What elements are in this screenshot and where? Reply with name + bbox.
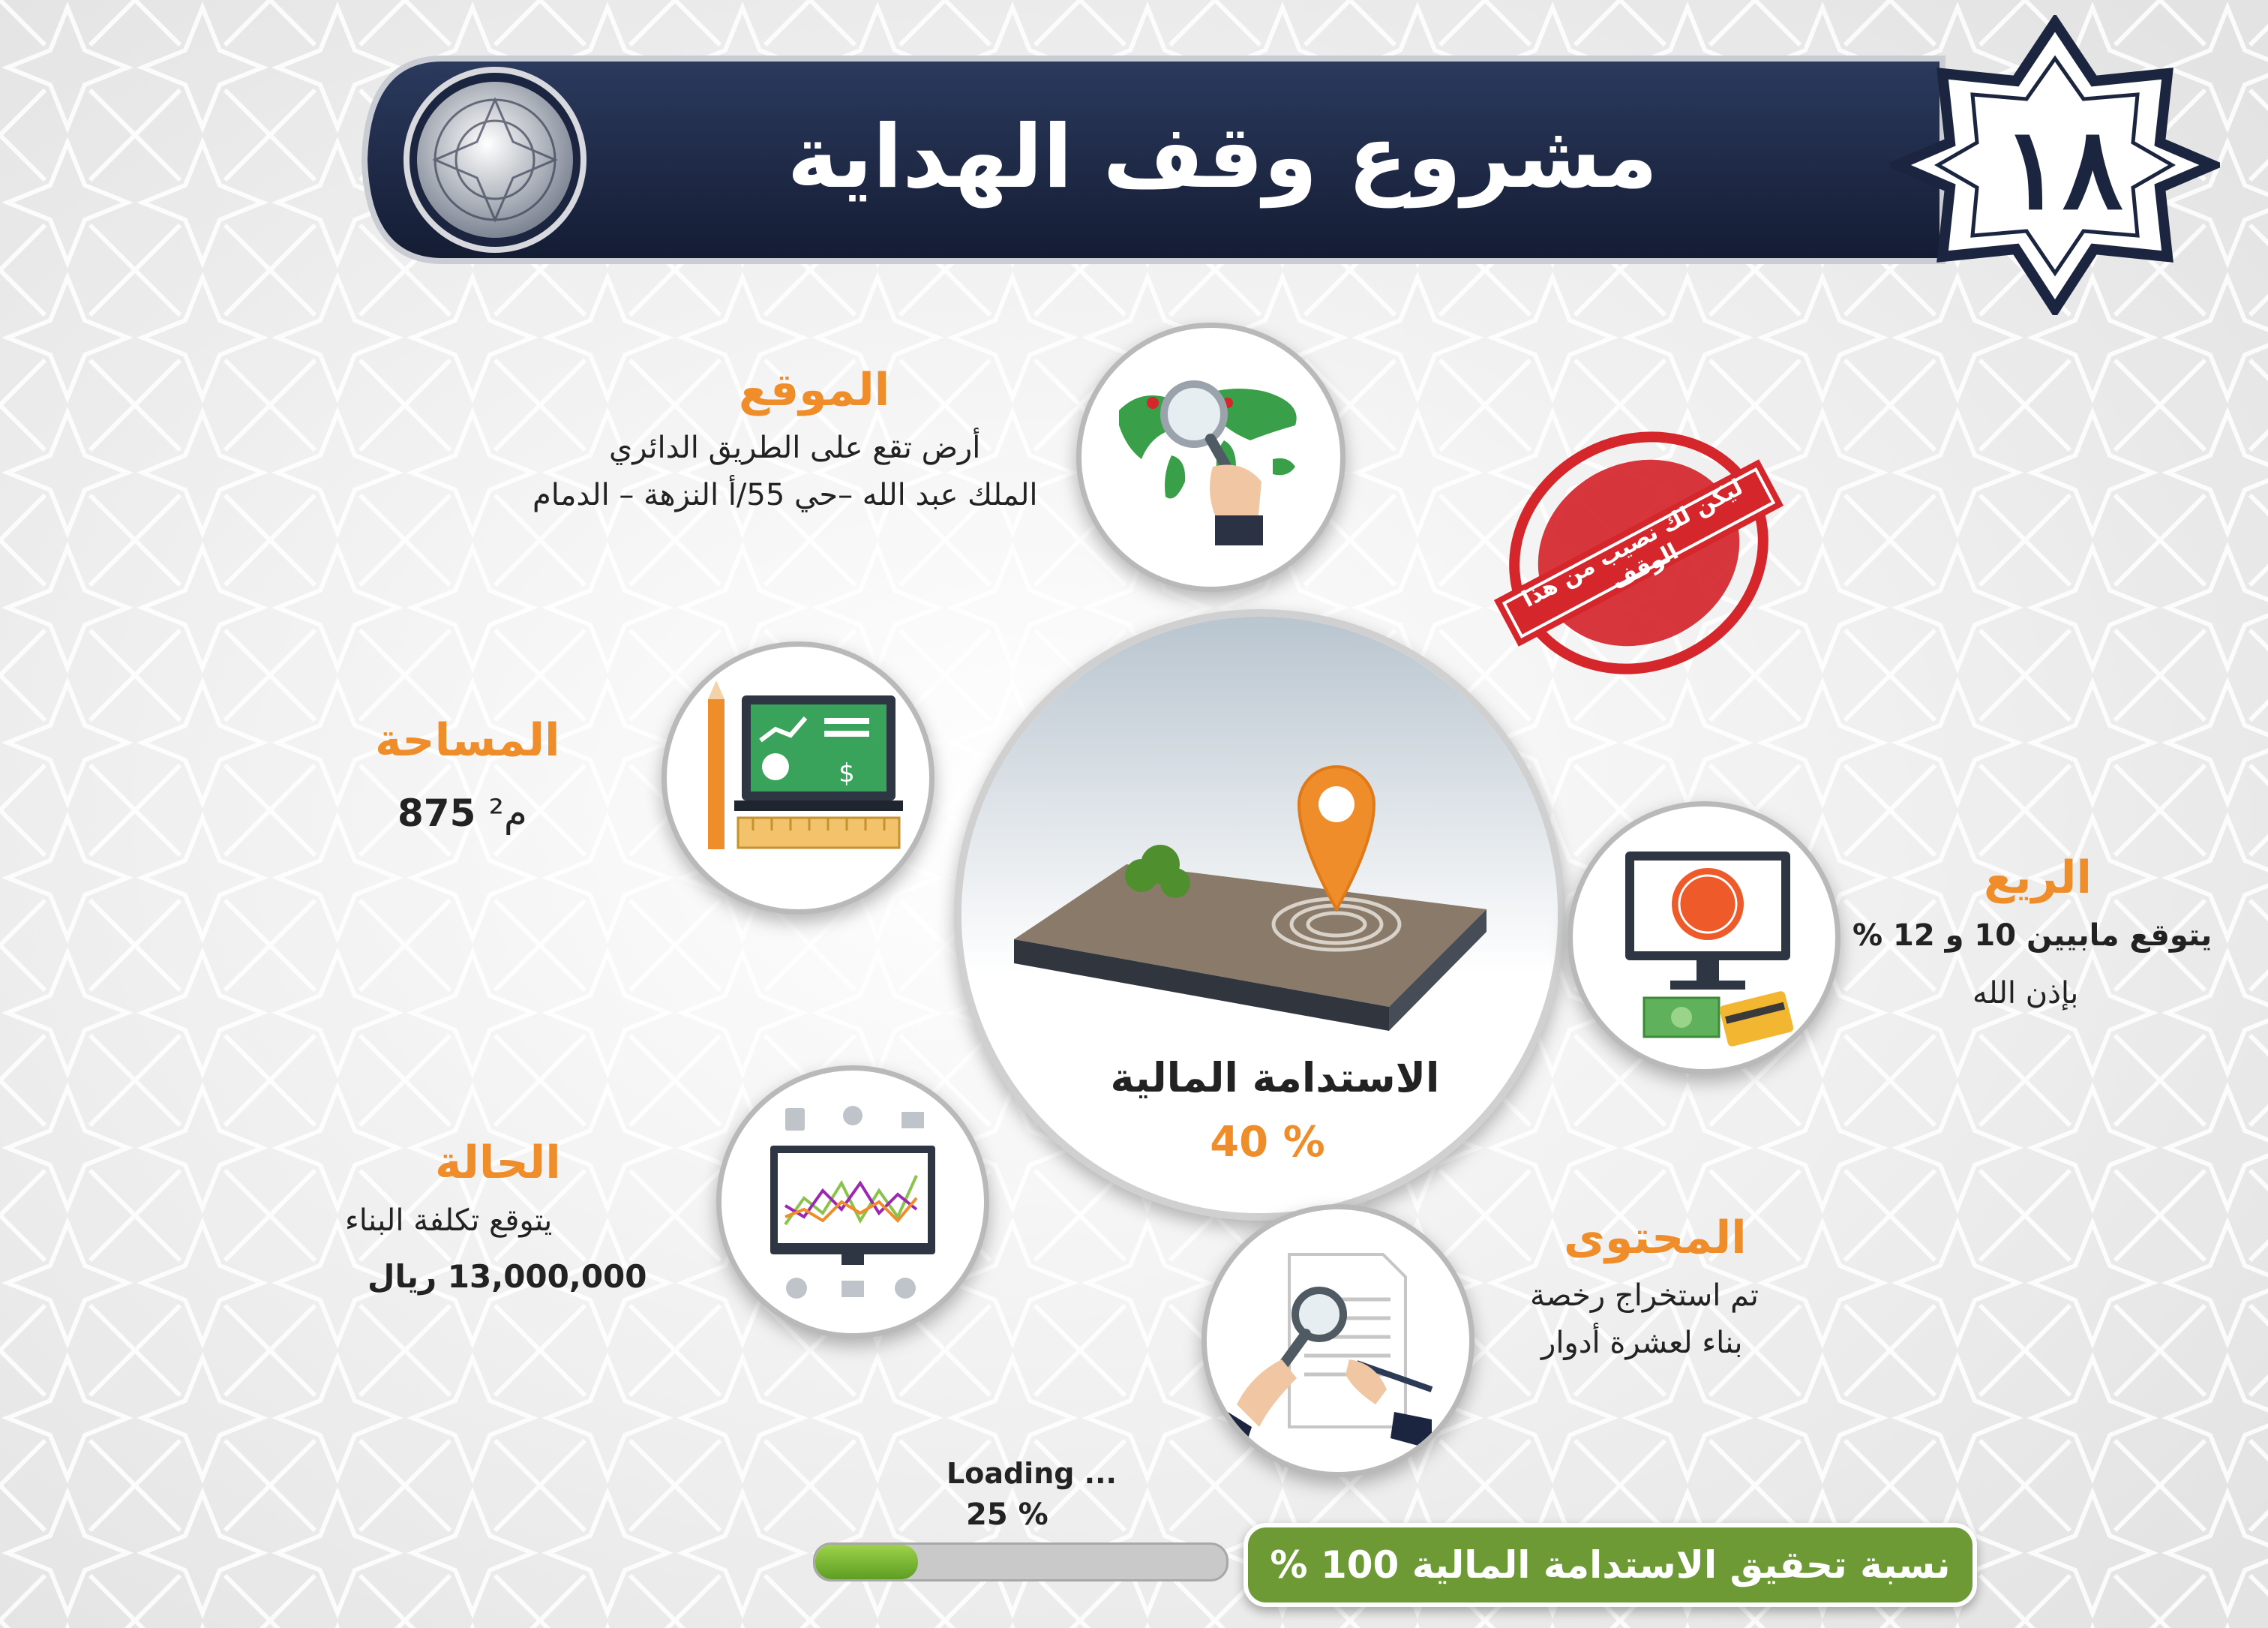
area-heading: المساحة xyxy=(375,714,560,767)
page-title: مشروع وقف الهداية xyxy=(787,107,1658,208)
loading-percent: 25 % xyxy=(966,1497,1048,1532)
loading-text: Loading ... xyxy=(946,1457,1117,1490)
status-circle xyxy=(716,1065,989,1338)
progress-bar-fill xyxy=(815,1545,918,1579)
status-line-2: 13,000,000 ريال xyxy=(368,1258,647,1295)
area-value xyxy=(398,791,527,835)
content-heading: المحتوى xyxy=(1564,1212,1747,1264)
content-line-2: بناء لعشرة أدوار xyxy=(1541,1326,1743,1360)
analytics-icon xyxy=(722,1071,984,1333)
content-line-1: تم استخراج رخصة xyxy=(1530,1278,1759,1313)
world-map-icon xyxy=(1082,328,1340,587)
location-line-2: الملك عبد الله –حي 55/أ النزهة – الدمام xyxy=(532,478,1038,512)
stamp-text: ليكن لك نصيب من هذا الوقف xyxy=(1517,474,1748,613)
location-circle xyxy=(1076,323,1346,592)
area-circle xyxy=(662,641,934,915)
svg-text:$: $ xyxy=(838,758,855,788)
center-percent: 40 % xyxy=(1210,1118,1325,1167)
status-heading: الحالة xyxy=(435,1137,561,1189)
progress-bar xyxy=(813,1542,1228,1581)
project-number: ١٨ xyxy=(2002,103,2123,235)
yield-line-2: بإذن الله xyxy=(1972,976,2079,1011)
laptop-chart-icon xyxy=(667,647,929,909)
yield-circle xyxy=(1568,801,1840,1074)
area-number: 875 xyxy=(398,791,476,835)
status-line-1: يتوقع تكلفة البناء xyxy=(345,1203,553,1238)
yield-line-1: يتوقع مابيين 10 و 12 % xyxy=(1852,918,2212,953)
document-inspect-icon xyxy=(1207,1209,1469,1472)
center-label: الاستدامة المالية xyxy=(1110,1054,1440,1101)
yield-heading: الريع xyxy=(1984,852,2092,904)
location-line-1: أرض تقع على الطريق الدائري xyxy=(609,431,981,465)
sustainability-footer: نسبة تحقيق الاستدامة المالية 100 % xyxy=(1244,1523,1977,1607)
content-circle xyxy=(1202,1204,1474,1477)
money-monitor-icon xyxy=(1573,806,1835,1069)
location-heading: الموقع xyxy=(739,364,890,416)
area-unit: م² xyxy=(488,791,527,835)
